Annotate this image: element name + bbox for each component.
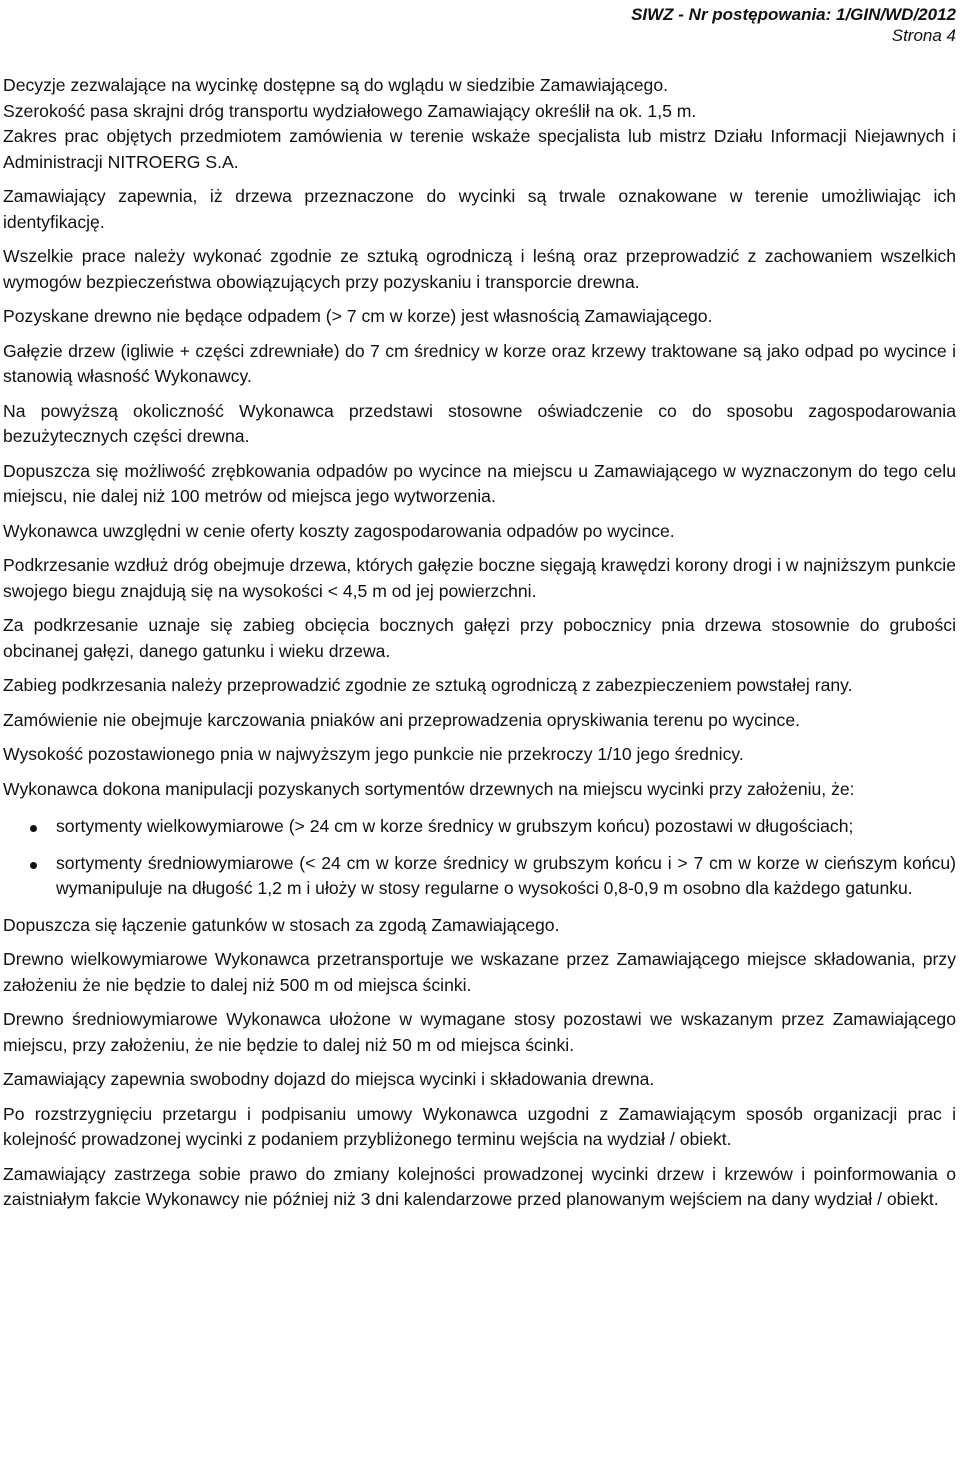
- paragraph: Zakres prac objętych przedmiotem zamówienia w terenie wskaże specjalista lub mistrz Działu Informacji Niejawnych i Administracji NITROERG S.A.: [3, 126, 956, 172]
- paragraph: Zabieg podkrzesania należy przeprowadzić zgodnie ze sztuką ogrodniczą z zabezpieczeniem powstałej rany.: [3, 675, 853, 695]
- paragraph: Gałęzie drzew (igliwie + części zdrewniałe) do 7 cm średnicy w korze oraz krzewy traktowane są jako odpad po wycince i stanowią własność Wykonawcy.: [3, 340, 956, 386]
- list-item: [3, 814, 956, 840]
- paragraph: Drewno średniowymiarowe Wykonawca ułożone w wymagane stosy pozostawi we wskazanym przez Zamawiającego miejscu, przy założeniu, że nie będzie to dalej niż 50 m od miejsca ścinki.: [3, 1009, 956, 1055]
- paragraph: Zamawiający zastrzega sobie prawo do zmiany kolejności prowadzonej wycinki drzew i krzewów i poinformowania o zaistniałym fakcie Wykonawcy nie później niż 3 dni kalendarzowe przed planowanym wejściem na dany wydział / obiekt.: [3, 1163, 956, 1209]
- document-reference: SIWZ - Nr postępowania: 1/GIN/WD/2012: [631, 5, 956, 24]
- paragraph: Po rozstrzygnięciu przetargu i podpisaniu umowy Wykonawca uzgodni z Zamawiającym sposób organizacji prac i kolejność prowadzonej wycinki z podaniem przybliżonego terminu wejścia na wydział / obiekt.: [3, 1103, 956, 1149]
- bullet-list: [3, 814, 956, 902]
- page-number: Strona 4: [891, 26, 956, 45]
- paragraph: Zamawiający zapewnia swobodny dojazd do miejsca wycinki i składowania drewna.: [3, 1069, 655, 1089]
- paragraph: Szerokość pasa skrajni dróg transportu wydziałowego Zamawiający określił na ok. 1,5 m.: [3, 100, 697, 121]
- paragraph: Wykonawca dokona manipulacji pozyskanych sortymentów drzewnych na miejscu wycinki przy założeniu, że:: [3, 778, 855, 799]
- paragraph: Wszelkie prace należy wykonać zgodnie ze sztuką ogrodniczą i leśną oraz przeprowadzić z zachowaniem wszelkich wymogów bezpieczeństwa obowiązujących przy pozyskaniu i transporcie drewna.: [3, 246, 956, 292]
- list-item-text: sortymenty średniowymiarowe (< 24 cm w korze średnicy w grubszym końcu i > 7 cm w korze w cieńszym końcu) wymanipuluje na długość 1,2 m i ułoży w stosy regularne o wysokości 0,8-0,9 m osobno dla każdego gatunku.: [56, 852, 956, 898]
- paragraph: Wykonawca uwzględni w cenie oferty koszty zagospodarowania odpadów po wycince.: [3, 520, 675, 541]
- paragraph: Pozyskane drewno nie będące odpadem (> 7 cm w korze) jest własnością Zamawiającego.: [3, 306, 713, 326]
- page-header: [631, 4, 956, 46]
- paragraph: Na powyższą okoliczność Wykonawca przedstawi stosowne oświadczenie co do sposobu zagospodarowania bezużytecznych części drewna.: [3, 400, 956, 446]
- paragraph: Wysokość pozostawionego pnia w najwyższym jego punkcie nie przekroczy 1/10 jego średnicy.: [3, 744, 744, 764]
- paragraph: Dopuszcza się możliwość zrębkowania odpadów po wycince na miejscu u Zamawiającego w wyznaczonym do tego celu miejscu, nie dalej niż 100 metrów od miejsca jego wytworzenia.: [3, 460, 956, 506]
- paragraph: Dopuszcza się łączenie gatunków w stosach za zgodą Zamawiającego.: [3, 914, 560, 935]
- paragraph: Podkrzesanie wzdłuż dróg obejmuje drzewa, których gałęzie boczne sięgają krawędzi korony drogi i w najniższym punkcie swojego biegu znajdują się na wysokości < 4,5 m od jej powierzchni.: [3, 555, 956, 601]
- list-item-text: sortymenty wielkowymiarowe (> 24 cm w korze średnicy w grubszym końcu) pozostawi w długościach;: [56, 816, 854, 836]
- document-body: [3, 73, 956, 1222]
- paragraph: Drewno wielkowymiarowe Wykonawca przetransportuje we wskazane przez Zamawiającego miejsce składowania, przy założeniu że nie będzie to dalej niż 500 m od miejsca ścinki.: [3, 949, 956, 995]
- bullet-icon: [30, 862, 37, 869]
- paragraph: Zamawiający zapewnia, iż drzewa przeznaczone do wycinki są trwale oznakowane w terenie umożliwiając ich identyfikację.: [3, 186, 956, 232]
- paragraph: Zamówienie nie obejmuje karczowania pniaków ani przeprowadzenia opryskiwania terenu po wycince.: [3, 709, 801, 730]
- paragraph: Za podkrzesanie uznaje się zabieg obcięcia bocznych gałęzi przy pobocznicy pnia drzewa stosownie do grubości obcinanej gałęzi, danego gatunku i wieku drzewa.: [3, 615, 956, 661]
- bullet-icon: [30, 825, 37, 832]
- paragraph: Decyzje zezwalające na wycinkę dostępne są do wglądu w siedzibie Zamawiającego.: [3, 75, 669, 95]
- list-item: [3, 851, 956, 902]
